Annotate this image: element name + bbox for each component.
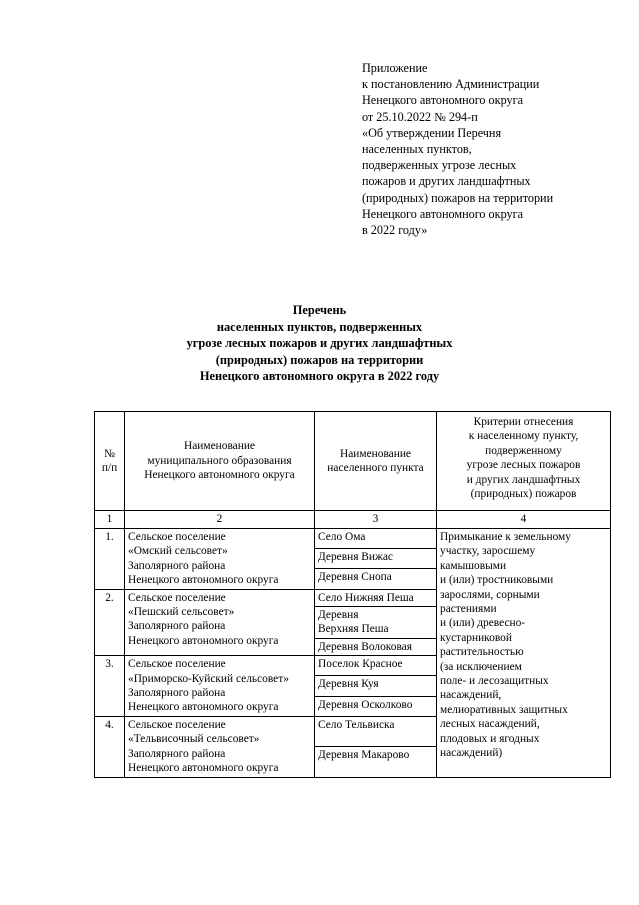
settlement-line: Поселок Красное bbox=[318, 658, 403, 671]
annex-line: «Об утверждении Перечня bbox=[362, 125, 502, 140]
municipality-cell bbox=[125, 529, 315, 590]
settlement-cell bbox=[315, 747, 437, 777]
criteria-line: камышовыми bbox=[440, 559, 507, 572]
settlement-line: Деревня Макарово bbox=[318, 749, 410, 762]
criteria-line: поле- и лесозащитных bbox=[440, 675, 549, 688]
col-number: 1 bbox=[95, 511, 125, 529]
municipality-line: Сельское поселение bbox=[128, 591, 226, 604]
title-line: угрозе лесных пожаров и других ландшафтных bbox=[186, 336, 453, 351]
header-criteria-line: и других ландшафтных bbox=[466, 473, 581, 486]
criteria-line: растительностью bbox=[440, 646, 524, 659]
annex-header bbox=[362, 60, 622, 238]
municipality-cell bbox=[125, 589, 315, 656]
title-line: Перечень bbox=[292, 303, 347, 317]
criteria-line: растениями bbox=[440, 603, 497, 616]
annex-line: к постановлению Администрации bbox=[362, 77, 540, 92]
annex-line: населенных пунктов, bbox=[362, 142, 472, 157]
header-settlement-line: населенного пункта bbox=[327, 462, 424, 474]
annex-line: пожаров и других ландшафтных bbox=[362, 174, 531, 189]
settlement-line: Село Ома bbox=[318, 531, 366, 543]
settlement-cell bbox=[315, 569, 437, 589]
annex-line: (природных) пожаров на территории bbox=[362, 190, 554, 205]
header-criteria-line: к населенному пункту, bbox=[468, 430, 579, 443]
annex-line: в 2022 году» bbox=[362, 223, 428, 238]
table-header-row bbox=[95, 412, 611, 511]
criteria-line: и (или) тростниковыми bbox=[440, 574, 554, 587]
criteria-line: насаждений) bbox=[440, 747, 503, 760]
document-title bbox=[0, 302, 639, 385]
column-numbers-row bbox=[95, 511, 611, 529]
municipality-cell bbox=[125, 656, 315, 717]
col-number: 3 bbox=[315, 511, 437, 529]
settlement-line: Село Нижняя Пеша bbox=[318, 591, 414, 604]
col-number: 4 bbox=[437, 511, 611, 529]
criteria-line: Примыкание к земельному bbox=[440, 531, 571, 543]
municipality-line: «Пешский сельсовет» bbox=[128, 606, 235, 619]
header-criteria-line: Критерии отнесения bbox=[473, 416, 574, 428]
title-line: населенных пунктов, подверженных bbox=[216, 319, 423, 334]
row-number: 4. bbox=[95, 716, 125, 777]
settlement-line: Деревня Осколково bbox=[318, 698, 413, 711]
municipality-line: Заполярного района bbox=[128, 559, 226, 572]
table-row bbox=[95, 529, 611, 549]
settlement-cell bbox=[315, 607, 437, 639]
criteria-line: (за исключением bbox=[440, 660, 522, 673]
settlement-line: Деревня bbox=[318, 609, 359, 622]
row-number: 2. bbox=[95, 589, 125, 656]
settlement-line: Деревня Снопа bbox=[318, 571, 392, 584]
header-criteria bbox=[437, 412, 611, 511]
col-number: 2 bbox=[125, 511, 315, 529]
settlement-cell bbox=[315, 676, 437, 696]
annex-line: подверженных угрозе лесных bbox=[362, 158, 517, 173]
criteria-cell bbox=[437, 529, 611, 778]
municipality-line: «Омский сельсовет» bbox=[128, 545, 228, 558]
settlements-table bbox=[94, 411, 611, 778]
municipality-line: Ненецкого автономного округа bbox=[128, 701, 279, 714]
header-criteria-line: угрозе лесных пожаров bbox=[466, 459, 581, 472]
title-line: Ненецкого автономного округа в 2022 году bbox=[199, 369, 440, 384]
annex-line: Ненецкого автономного округа bbox=[362, 206, 524, 221]
criteria-line: и (или) древесно- bbox=[440, 617, 526, 630]
municipality-line: «Приморско-Куйский сельсовет» bbox=[128, 672, 289, 685]
header-num bbox=[95, 412, 125, 511]
settlement-cell bbox=[315, 656, 437, 676]
municipality-line: Заполярного района bbox=[128, 620, 226, 633]
criteria-line: участку, заросшему bbox=[440, 545, 536, 558]
criteria-line: мелиоративных защитных bbox=[440, 703, 568, 716]
settlement-line: Деревня Вижас bbox=[318, 551, 393, 564]
municipality-cell bbox=[125, 716, 315, 777]
criteria-line: плодовых и ягодных bbox=[440, 732, 540, 745]
header-settlement-line: Наименование bbox=[340, 447, 411, 460]
settlement-line: Деревня Куя bbox=[318, 678, 379, 691]
header-criteria-line: подверженному bbox=[485, 444, 562, 457]
settlement-line: Село Тельвиска bbox=[318, 718, 395, 731]
header-criteria-line: (природных) пожаров bbox=[470, 488, 577, 501]
municipality-line: Ненецкого автономного округа bbox=[128, 634, 279, 647]
settlement-cell bbox=[315, 549, 437, 569]
criteria-line: лесных насаждений, bbox=[440, 718, 540, 731]
municipality-line: Ненецкого автономного округа bbox=[128, 574, 279, 587]
annex-line: Приложение bbox=[362, 61, 428, 75]
municipality-line: Заполярного района bbox=[128, 687, 226, 700]
criteria-line: зарослями, сорными bbox=[440, 588, 540, 601]
settlement-cell bbox=[315, 696, 437, 716]
municipality-line: Заполярного района bbox=[128, 747, 226, 760]
municipality-line: Сельское поселение bbox=[128, 658, 226, 671]
criteria-line: кустарниковой bbox=[440, 631, 512, 644]
title-line: (природных) пожаров на территории bbox=[215, 352, 424, 367]
header-num-line: п/п bbox=[101, 462, 118, 474]
header-muni-line: Наименование bbox=[184, 440, 255, 453]
criteria-line: насаждений, bbox=[440, 689, 502, 702]
municipality-line: «Тельвисочный сельсовет» bbox=[128, 733, 260, 746]
header-muni-line: муниципального образования bbox=[147, 454, 292, 467]
municipality-line: Ненецкого автономного округа bbox=[128, 762, 279, 775]
row-number: 1. bbox=[95, 529, 125, 590]
settlement-cell bbox=[315, 589, 437, 606]
header-muni-line: Ненецкого автономного округа bbox=[144, 469, 295, 482]
settlement-line: Верхняя Пеша bbox=[318, 623, 389, 636]
row-number: 3. bbox=[95, 656, 125, 717]
settlement-cell bbox=[315, 638, 437, 655]
settlement-cell bbox=[315, 529, 437, 549]
header-municipality bbox=[125, 412, 315, 511]
annex-line: от 25.10.2022 № 294-п bbox=[362, 109, 478, 124]
settlement-cell bbox=[315, 716, 437, 746]
municipality-line: Сельское поселение bbox=[128, 718, 226, 731]
header-settlement bbox=[315, 412, 437, 511]
settlement-line: Деревня Волоковая bbox=[318, 640, 412, 653]
header-num-line: № bbox=[104, 447, 115, 460]
municipality-line: Сельское поселение bbox=[128, 531, 226, 543]
annex-line: Ненецкого автономного округа bbox=[362, 93, 524, 108]
